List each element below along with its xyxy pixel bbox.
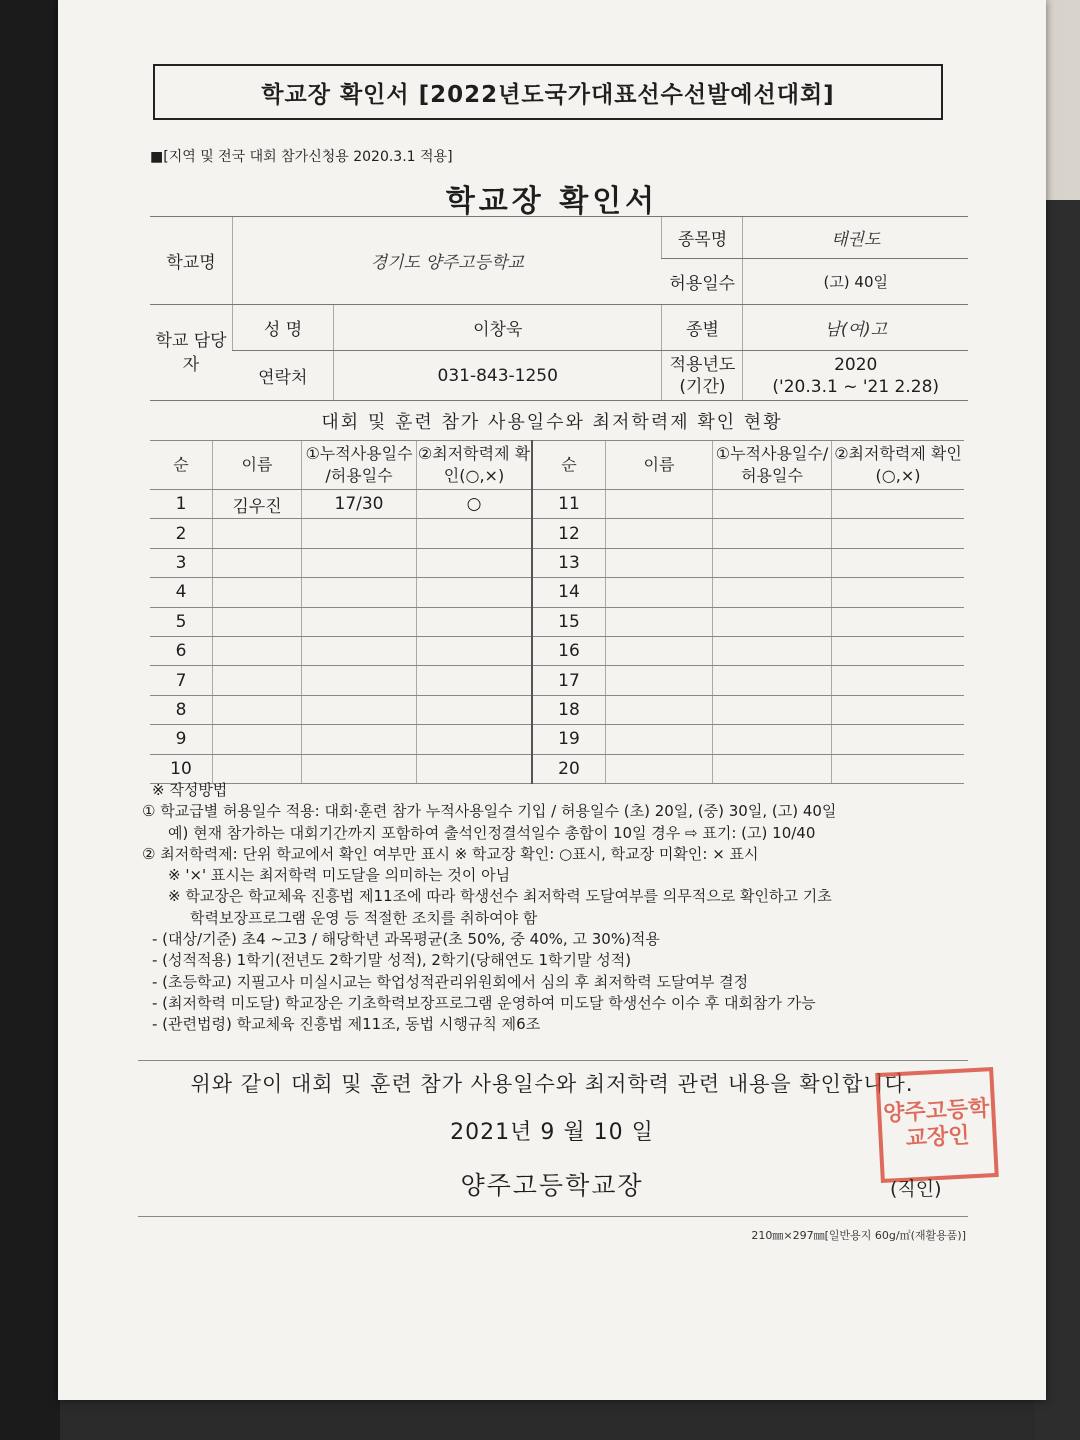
instruction-line: ※ '×' 표시는 최저학력 미도달을 의미하는 것이 아님 <box>168 866 511 885</box>
row-no: 1 <box>150 490 213 519</box>
instruction-line: - (초등학교) 지필고사 미실시교는 학업성적관리위원회에서 심의 후 최저학력 도달여부 결정 <box>152 972 749 991</box>
row-no: 10 <box>150 754 213 783</box>
instruction-line: ① 학교급별 허용일수 적용: 대회·훈련 참가 누적사용일수 기입 / 허용일수 (초) 20일, (중) 30일, (고) 40일 <box>142 802 837 821</box>
instruction-line: - (관련법령) 학교체육 진흥법 제11조, 동법 시행규칙 제6조 <box>152 1015 541 1034</box>
empty-cell <box>832 725 965 754</box>
row-days <box>302 607 417 636</box>
row-name <box>213 578 302 607</box>
row-no: 5 <box>150 607 213 636</box>
school-value: 경기도 양주고등학교 <box>233 217 662 305</box>
row-no-2: 20 <box>532 754 606 783</box>
row-days <box>302 754 417 783</box>
row-days <box>302 636 417 665</box>
row-no: 9 <box>150 725 213 754</box>
info-table <box>150 216 968 401</box>
empty-cell <box>832 607 965 636</box>
row-no: 7 <box>150 666 213 695</box>
row-no-2: 13 <box>532 548 606 577</box>
principal-name: 양주고등학교장 <box>460 1171 644 1200</box>
empty-cell <box>713 636 832 665</box>
table-row <box>150 548 964 577</box>
binder-left <box>0 0 60 1440</box>
row-days <box>302 695 417 724</box>
empty-cell <box>606 725 713 754</box>
gender-value: 남(여)고 <box>743 305 968 351</box>
date-text: 2021년 9 월 10 일 <box>450 1120 654 1145</box>
sport-value: 태권도 <box>743 217 968 259</box>
empty-cell <box>713 754 832 783</box>
empty-cell <box>606 548 713 577</box>
empty-cell <box>606 666 713 695</box>
period-value: ('20.3.1 ~ '21 2.28) <box>772 376 940 397</box>
table-row <box>150 754 964 783</box>
empty-cell <box>606 754 713 783</box>
empty-cell <box>832 695 965 724</box>
empty-cell <box>713 578 832 607</box>
empty-cell <box>606 695 713 724</box>
table-row <box>150 695 964 724</box>
row-check <box>417 548 533 577</box>
row-name <box>213 636 302 665</box>
paper-spec: 210㎜×297㎜[일반용지 60g/㎡(재활용품)] <box>751 1229 966 1242</box>
divider <box>138 1060 968 1061</box>
row-check <box>417 666 533 695</box>
table-row <box>150 578 964 607</box>
instruction-line: 예) 현재 참가하는 대회기간까지 포함하여 출석인정결석일수 총합이 10일 경우 ⇨ 표기: (고) 10/40 <box>168 823 816 842</box>
row-no-2: 17 <box>532 666 606 695</box>
row-days <box>302 666 417 695</box>
empty-cell <box>606 490 713 519</box>
row-days <box>302 725 417 754</box>
school-label: 학교명 <box>150 217 233 305</box>
row-name <box>213 725 302 754</box>
header-name-2: 이름 <box>606 441 713 490</box>
row-check <box>417 636 533 665</box>
official-seal-stamp: 양주고등학교장인 <box>875 1067 999 1183</box>
empty-cell <box>832 519 965 548</box>
header-no: 순 <box>150 441 213 490</box>
year-value: 2020 <box>834 354 878 375</box>
table-header-row <box>150 441 964 490</box>
empty-cell <box>713 725 832 754</box>
row-no-2: 18 <box>532 695 606 724</box>
row-no-2: 19 <box>532 725 606 754</box>
row-check <box>417 754 533 783</box>
row-name: 김우진 <box>213 490 302 519</box>
row-no: 8 <box>150 695 213 724</box>
empty-cell <box>713 607 832 636</box>
empty-cell <box>606 578 713 607</box>
instruction-line: - (최저학력 미도달) 학교장은 기초학력보장프로그램 운영하여 미도달 학생선수 이수 후 대회참가 가능 <box>152 993 816 1012</box>
table-row <box>150 607 964 636</box>
row-no-2: 11 <box>532 490 606 519</box>
row-check <box>417 578 533 607</box>
row-check <box>417 695 533 724</box>
contact-label: 연락처 <box>233 351 334 401</box>
header-days-2: ①누적사용일수/ 허용일수 <box>713 441 832 490</box>
allowed-days-label: 허용일수 <box>662 259 743 305</box>
instructions <box>142 780 982 1036</box>
row-name <box>213 607 302 636</box>
row-name <box>213 519 302 548</box>
instruction-line: 학력보장프로그램 운영 등 적절한 조치를 취하여야 함 <box>190 908 538 927</box>
row-name <box>213 754 302 783</box>
document-paper <box>58 0 1046 1400</box>
empty-cell <box>832 636 965 665</box>
instruction-line: - (대상/기준) 초4 ~고3 / 해당학년 과목평균(초 50%, 중 40%, 고 30%)적용 <box>152 930 660 949</box>
section-title: 대회 및 훈련 참가 사용일수와 최저학력제 확인 현황 <box>321 412 783 433</box>
header-name: 이름 <box>213 441 302 490</box>
row-no: 3 <box>150 548 213 577</box>
table-row <box>150 519 964 548</box>
empty-cell <box>713 695 832 724</box>
document-title: 학교장 확인서 <box>445 184 659 219</box>
empty-cell <box>606 607 713 636</box>
table-row <box>150 725 964 754</box>
row-days <box>302 548 417 577</box>
header-days: ①누적사용일수 /허용일수 <box>302 441 417 490</box>
empty-cell <box>713 666 832 695</box>
confirmation-text: 위와 같이 대회 및 훈련 참가 사용일수와 최저학력 관련 내용을 확인합니다. <box>190 1072 914 1096</box>
year-label: 적용년도 (기간) <box>662 351 743 401</box>
row-name <box>213 695 302 724</box>
name-value: 이창욱 <box>334 305 662 351</box>
form-title: 학교장 확인서 [2022년도국가대표선수선발예선대회] <box>153 64 943 120</box>
table-row <box>150 636 964 665</box>
row-name <box>213 666 302 695</box>
instruction-line: - (성적적용) 1학기(전년도 2학기말 성적), 2학기(당해연도 1학기말 성적) <box>152 951 632 970</box>
row-days <box>302 578 417 607</box>
allowed-days-value: (고) 40일 <box>743 259 968 305</box>
row-no: 2 <box>150 519 213 548</box>
header-check: ②최저학력제 확인(○,×) <box>417 441 533 490</box>
header-check-2: ②최저학력제 확인(○,×) <box>832 441 965 490</box>
row-check <box>417 725 533 754</box>
table-row <box>150 490 964 519</box>
notice-text: ■[지역 및 전국 대회 참가신청용 2020.3.1 적용] <box>150 149 453 165</box>
participation-table <box>150 440 964 784</box>
empty-cell <box>832 578 965 607</box>
header-no-2: 순 <box>532 441 606 490</box>
empty-cell <box>713 490 832 519</box>
name-label: 성 명 <box>233 305 334 351</box>
row-days: 17/30 <box>302 490 417 519</box>
instruction-line: ② 최저학력제: 단위 학교에서 확인 여부만 표시 ※ 학교장 확인: ○표시, 학교장 미확인: × 표시 <box>142 844 759 863</box>
empty-cell <box>713 519 832 548</box>
row-no: 6 <box>150 636 213 665</box>
row-days <box>302 519 417 548</box>
empty-cell <box>832 754 965 783</box>
empty-cell <box>713 548 832 577</box>
row-name <box>213 548 302 577</box>
row-check: ○ <box>417 490 533 519</box>
row-no-2: 16 <box>532 636 606 665</box>
empty-cell <box>832 666 965 695</box>
table-row <box>150 666 964 695</box>
row-no: 4 <box>150 578 213 607</box>
seal-label: (직인) <box>890 1178 942 1200</box>
empty-cell <box>832 548 965 577</box>
year-cell <box>743 351 968 401</box>
manager-label: 학교 담당자 <box>150 305 233 401</box>
contact-value: 031-843-1250 <box>334 351 662 401</box>
divider <box>138 1216 968 1217</box>
row-check <box>417 519 533 548</box>
row-no-2: 12 <box>532 519 606 548</box>
row-no-2: 15 <box>532 607 606 636</box>
empty-cell <box>606 519 713 548</box>
instruction-line: ※ 학교장은 학교체육 진흥법 제11조에 따라 학생선수 최저학력 도달여부를 의무적으로 확인하고 기초 <box>168 887 832 906</box>
row-check <box>417 607 533 636</box>
gender-label: 종별 <box>662 305 743 351</box>
empty-cell <box>832 490 965 519</box>
row-no-2: 14 <box>532 578 606 607</box>
empty-cell <box>606 636 713 665</box>
sport-label: 종목명 <box>662 217 743 259</box>
instructions-title: ※ 작성방법 <box>152 781 228 799</box>
